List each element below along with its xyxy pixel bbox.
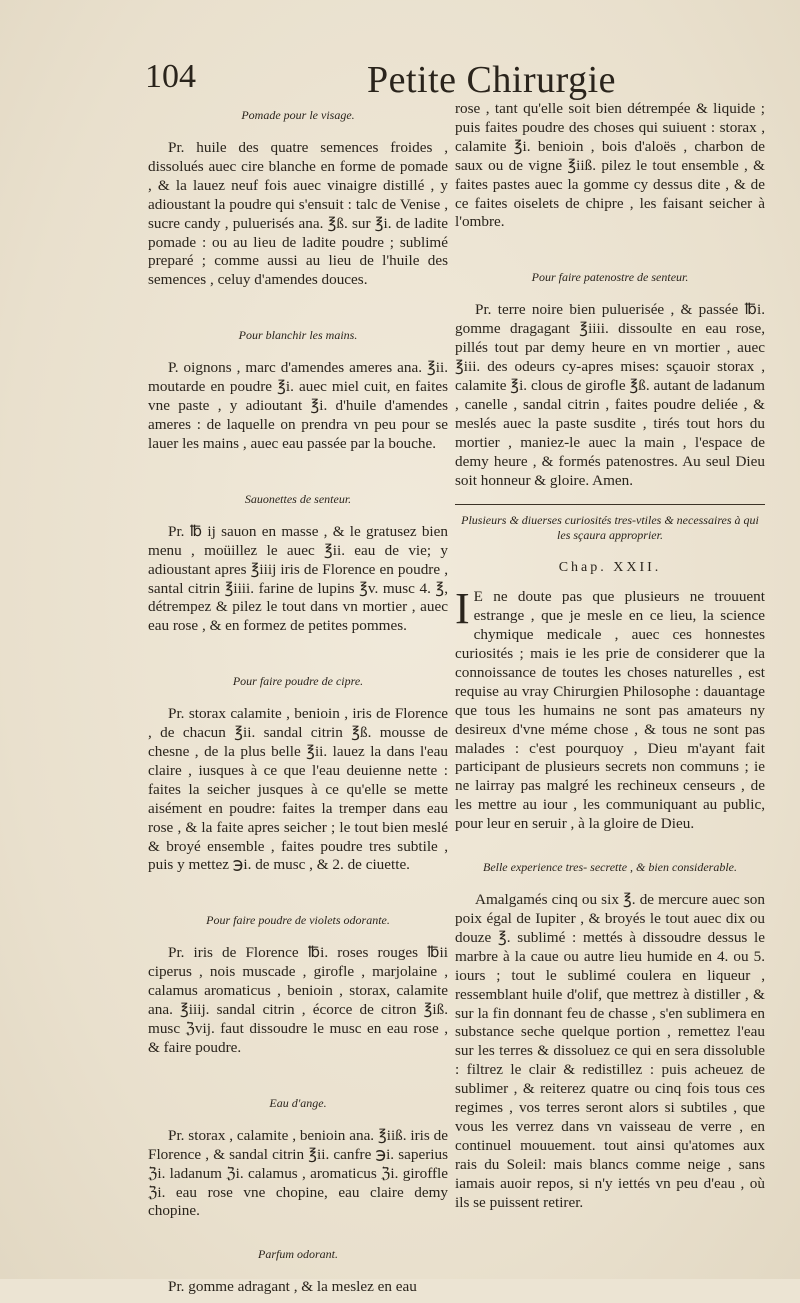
recipe-text: Pr. storax , calamite , benioin ana. ℥iiß. iris de Florence , & sandal citrin ℥ii. canfre ℈i. saperius ℨi. ladanum ℨi. calamus , aromaticus ℨi. giroffle ℨi. eau rose vne chopine, eau claire demy chopine. [148, 1126, 448, 1220]
chapter-divider [455, 504, 765, 505]
right-column [455, 100, 765, 1219]
section-heading: Pour faire patenostre de senteur. [531, 270, 689, 285]
section-heading: Sauonettes de senteur. [244, 491, 352, 506]
recipe-text: Pr. huile des quatre semences froides , dissolués auec cire blanche en forme de pomade , & la lauez neuf fois auec vinaigre distillé , y adioustant la poudre qui s'ensuit : talc de Venise , sucre candy , puluerisés ana. ℥ß. sur ℥i. de ladite pomade : ou au lieu de ladite poudre ; sublimé preparé ; comme aussi au lieu de l'huile des semences , celuy d'amendes douces. [148, 139, 448, 289]
chapter-text [455, 584, 765, 834]
recipe-text: Pr. terre noire bien puluerisée , & passée ℔i. gomme dragagant ℥iiii. dissoulte en eau rose, pillés tout par demy heure en vn mortier , auec ℥iii. des odeurs cy-apres mises: sçauoir storax , calamite ℥i. clous de girofle ℥ß. autant de ladanum , canelle , sandal citrin , faites poudre deliée , & meslés auec la paste susdite , tirés tout hors du mortier , maniez-le auec la main , l'espace de demy heure , & formés patenostres. Au seul Dieu soit honneur & gloire. Amen. [455, 301, 765, 489]
experiment-text: Amalgamés cinq ou six ℥. de mercure auec son poix égal de Iupiter , & broyés le tout auec dix ou douze ℥. sublimé : mettés à dissoudre dessus le marbre à la caue ou autre lieu humide en 4. ou 5. iours ; tout le sublimé coulera en liqueur , ressemblant huile d'olif, que mettrez à distiller , & sur la fin donnant feu de chasse , s'en sublimera en substance seche quelque portion , remettez l'eau sur les terres & dissoluez ce qui en sera dissoluble : filtrez le clair & redistillez : puis acheuez de sublimer , & reiterez quatre ou cinq fois tous ces regimes , vos terres seront alors si subtiles , que vous les verrez dans vn vaisseau de verre , en continuel mouuement. tout ainsi qu'atomes aux rais du Soleil: mais blancs comme neige , sans iamais auoir repos, si n'y iettés vn peu d'eau , où ils se puissent retirer. [455, 891, 765, 1211]
recipe-text: Pr. gomme adragant , & la meslez en eau [168, 1278, 417, 1296]
section-heading: Parfum odorant. [257, 1247, 338, 1262]
section-heading: Pour faire poudre de violets odorante. [206, 913, 390, 928]
continued-text: rose , tant qu'elle soit bien détrempée & liquide ; puis faites poudre des choses qui suiuent : storax , calamite ℥i. benioin , bois d'aloës , charbon de saux ou de vigne ℥iiß. pilez le tout ensemble , & faites pastes auec la gomme cy dessus dite , & de ce faites oiselets de chipre , les faisant seicher à l'ombre. [455, 100, 765, 231]
section-heading: Eau d'ange. [269, 1095, 327, 1110]
recipe-text: Pr. storax calamite , benioin , iris de Florence , de chacun ℥ii. sandal citrin ℥ß. mousse de chesne , de la plus belle ℥ii. lauez la dans l'eau claire , iusques à ce que l'eau deuienne nette : faites la seicher jusques à ce qu'elle se mette aisément en poudre: faites la tremper dans eau rose , & la faite apres seicher ; le tout bien meslé & broyé ensemble , faites poudre tres subtile , puis y mettez ℈i. de musc , & 2. de ciuette. [148, 705, 448, 874]
recipe-text: P. oignons , marc d'amendes ameres ana. ℥ii. moutarde en poudre ℥i. auec miel cuit, en faites vne paste , y adioutant ℥i. d'huile d'amendes ameres : de laquelle on prendra vn peu pour se lauer les mains , auec eau passée par la bouche. [148, 359, 448, 452]
left-column [148, 100, 448, 1303]
recipe-text: Pr. ℔ ij sauon en masse , & le gratusez bien menu , moüillez le auec ℥ii. eau de vie; y adioustant apres ℥iiij iris de Florence en poudre , santal citrin ℥iiii. farine de lupins ℥v. musc 4. ℥, détrempez & pilez le tout dans vn mortier , auec eau rose , & en formez de petites pommes. [148, 522, 448, 635]
recipe-text: Pr. iris de Florence ℔i. roses rouges ℔ii ciperus , nois muscade , girofle , marjolaine , calamus aromaticus , benioin , storax, calamite ana. ℥iiij. sandal citrin , écorce de citron ℥iß. musc ℨvij. faut dissoudre le musc en eau rose , & faire poudre. [148, 944, 448, 1056]
section-heading: Pour faire poudre de cipre. [232, 674, 364, 689]
chapter-title: Plusieurs & diuerses curiosités tres-vtiles & necessaires à qui les sçaura approprier. [461, 513, 759, 543]
section-heading: Pomade pour le visage. [241, 108, 355, 122]
running-head: Petite Chirurgie [367, 59, 616, 101]
section-heading: Pour blanchir les mains. [238, 328, 358, 343]
chapter-label: Chap. XXII. [558, 560, 662, 576]
drop-cap: I [455, 584, 470, 634]
section-heading: Belle experience tres- secrette , & bien considerable. [482, 860, 737, 875]
chapter-body: E ne doute pas que plusieurs ne trouuent estrange , que je mesle en ce lieu, la science chymique medicale , auec ces honnestes curiosités ; mais ie les prie de considerer que la connoissance de toutes les choses naturelles , est requise au vray Chirurgien Philosophe : dauantage que tous les humains ne sont pas amateurs ny desireux d'vne méme chose , & tous ne sont pas malades : c'est pourquoy , Dieu m'ayant fait participant de plusieurs secrets non communs ; ie ne lairray pas malgré les rechineux censeurs , de les mettre au iour , les communiquant au public, pour leur en seruir , à la gloire de Dieu. [455, 588, 765, 833]
page-number: 104 [145, 58, 196, 95]
